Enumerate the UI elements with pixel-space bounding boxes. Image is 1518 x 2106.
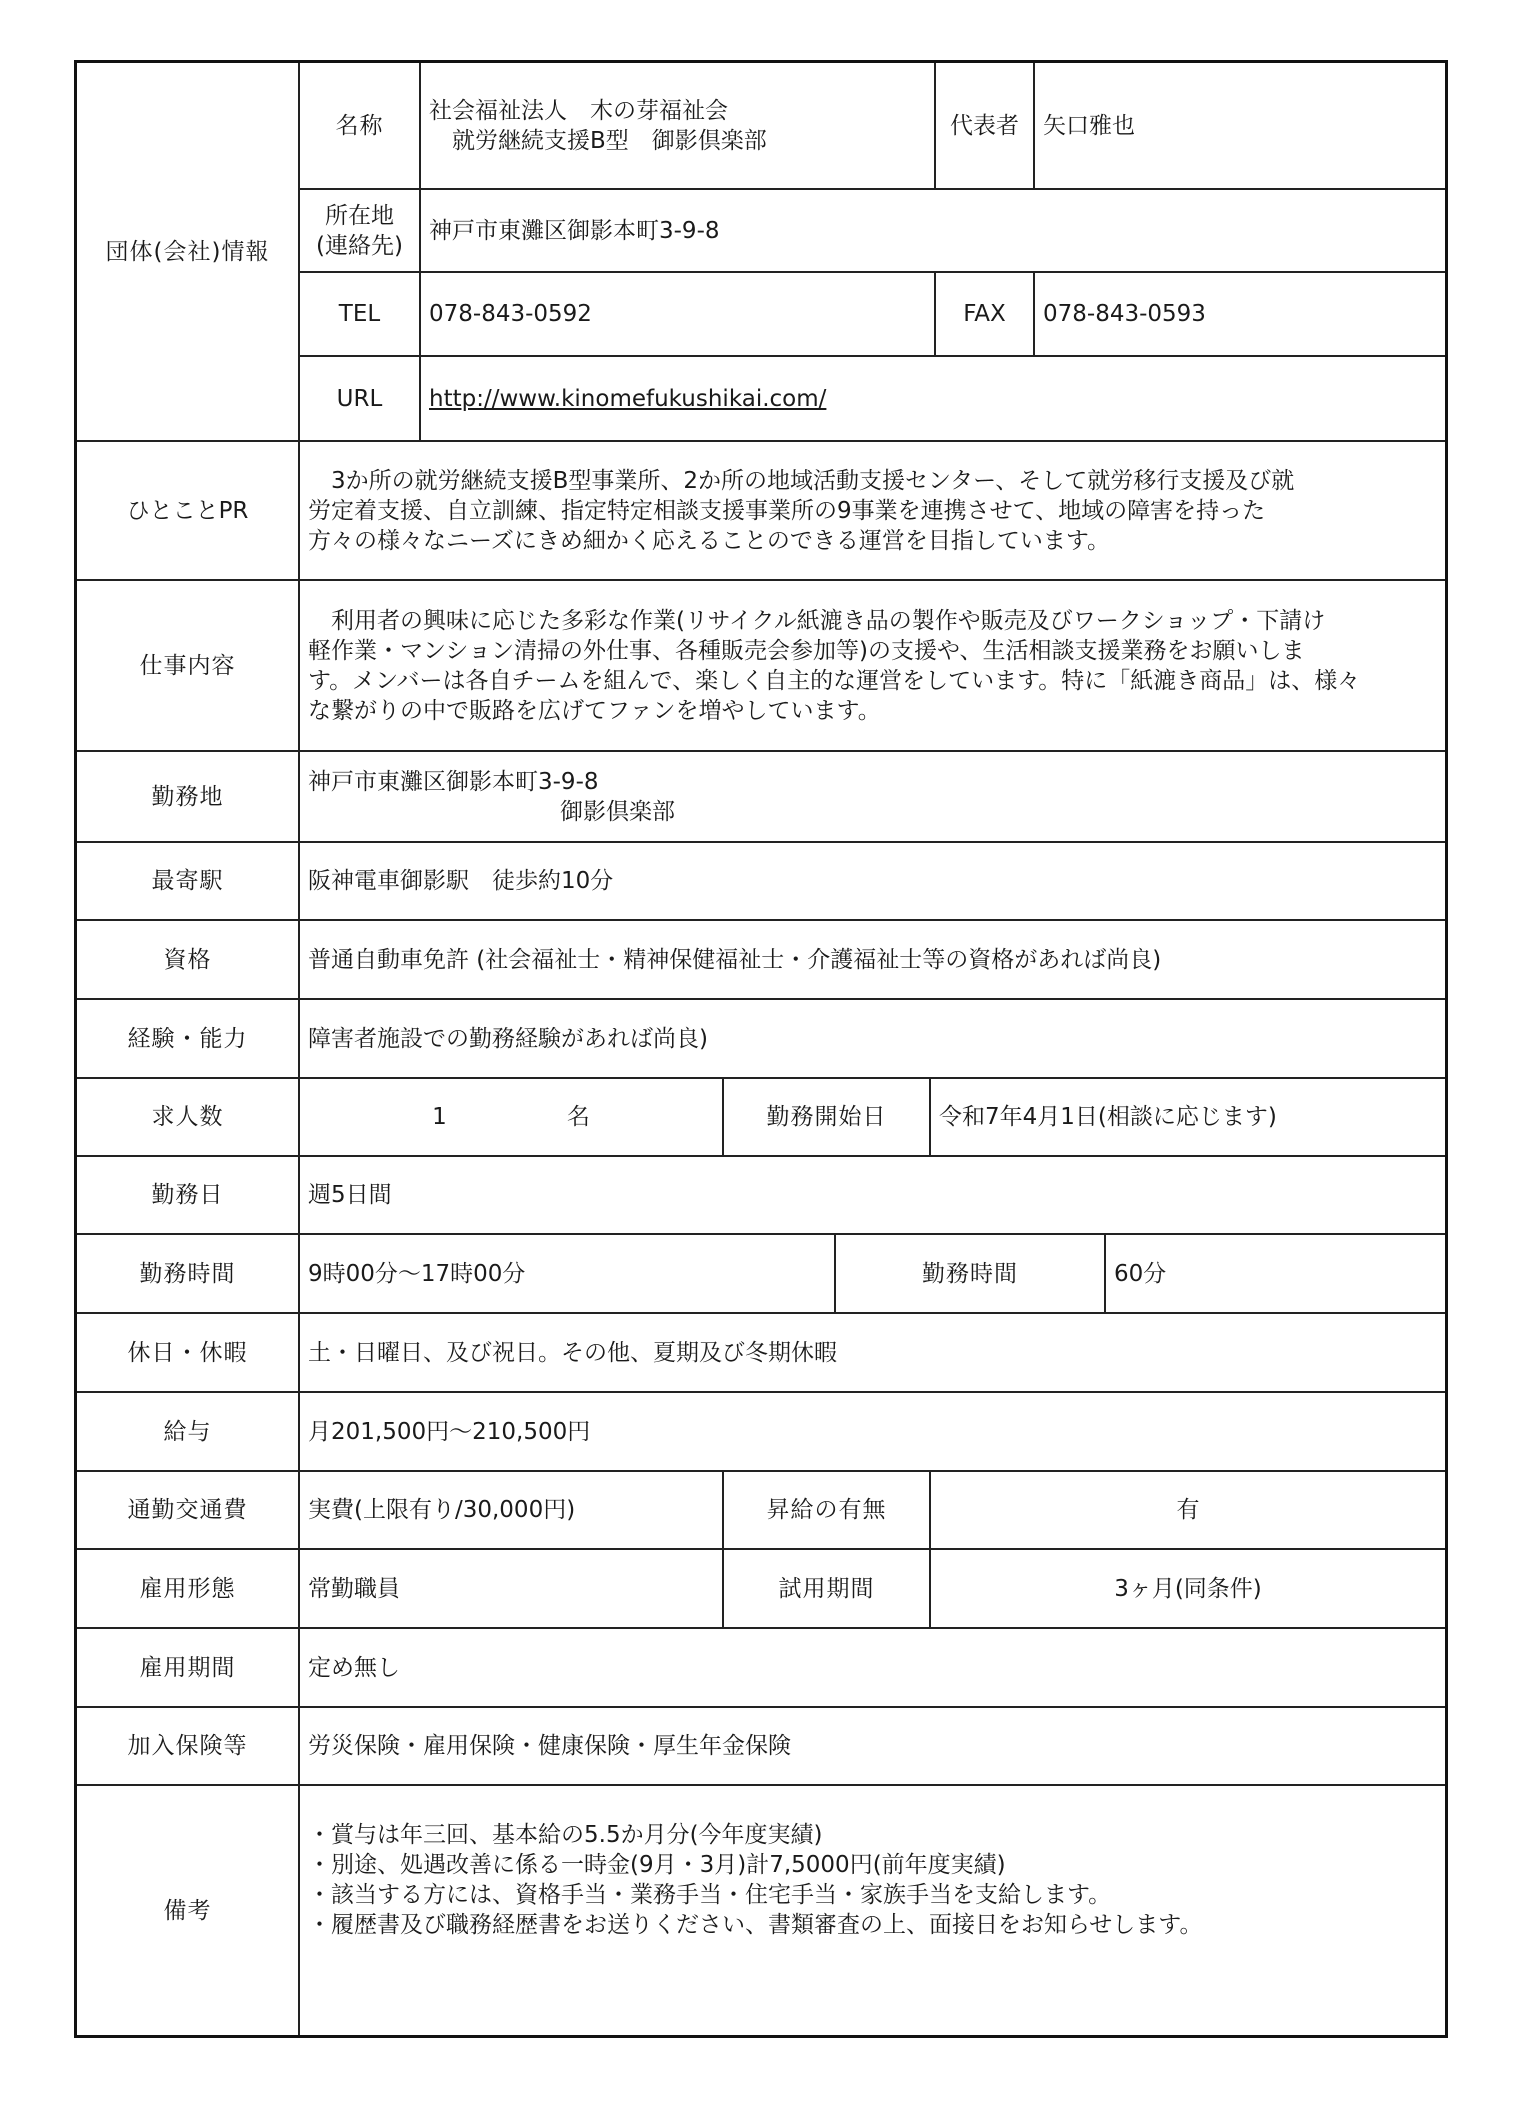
experience-label: 経験・能力 [77, 1000, 300, 1079]
hours-value: 9時00分～17時00分 [300, 1235, 836, 1314]
pr-line: 労定着支援、自立訓練、指定特定相談支援事業所の9事業を連携させて、地域の障害を持った [308, 497, 1266, 524]
raise-value: 有 [931, 1472, 1445, 1550]
station-label: 最寄駅 [77, 843, 300, 921]
pr-label: ひとことPR [77, 442, 300, 581]
fax-label: FAX [936, 273, 1035, 357]
url-link[interactable]: http://www.kinomefukushikai.com/ [429, 385, 827, 412]
job-line: な繋がりの中で販路を広げてファンを増やしています。 [308, 697, 881, 724]
qualification-label: 資格 [77, 921, 300, 1000]
holidays-label: 休日・休暇 [77, 1314, 300, 1393]
pr-text [300, 442, 1445, 581]
rep-value: 矢口雅也 [1035, 63, 1445, 190]
address-label [300, 190, 421, 273]
notes-line: ・該当する方には、資格手当・業務手当・住宅手当・家族手当を支給します。 [308, 1882, 1112, 1908]
openings-unit: 名 [566, 1104, 590, 1130]
workdays-label: 勤務日 [77, 1157, 300, 1235]
pr-line: 方々の様々なニーズにきめ細かく応えることのできる運営を目指しています。 [308, 527, 1111, 554]
fax-value: 078-843-0593 [1035, 273, 1445, 357]
period-label: 雇用期間 [77, 1629, 300, 1708]
openings-label: 求人数 [77, 1079, 300, 1157]
workdays-value: 週5日間 [300, 1157, 1445, 1235]
employment-label: 雇用形態 [77, 1550, 300, 1629]
station-value: 阪神電車御影駅 徒歩約10分 [300, 843, 1445, 921]
openings-count: 1 [432, 1104, 447, 1130]
job-line: す。メンバーは各自チームを組んで、楽しく自主的な運営をしています。特に「紙漉き商品」は、様々 [308, 667, 1361, 694]
pr-line: 3か所の就労継続支援B型事業所、2か所の地域活動支援センター、そして就労移行支援及び就 [308, 467, 1295, 494]
hours-value-2: 60分 [1106, 1235, 1445, 1314]
workplace-value [300, 752, 1445, 843]
org-name [421, 63, 936, 190]
job-label: 仕事内容 [77, 581, 300, 752]
employment-value: 常勤職員 [300, 1550, 724, 1629]
job-posting-table [74, 60, 1448, 2038]
url-value-cell [421, 357, 1445, 442]
job-line: 軽作業・マンション清掃の外仕事、各種販売会参加等)の支援や、生活相談支援業務をお願いしま [308, 637, 1305, 664]
commute-value: 実費(上限有り/30,000円) [300, 1472, 724, 1550]
notes-label: 備考 [77, 1786, 300, 2035]
insurance-value: 労災保険・雇用保険・健康保険・厚生年金保険 [300, 1708, 1445, 1786]
trial-value: 3ヶ月(同条件) [931, 1550, 1445, 1629]
qualification-value: 普通自動車免許 (社会福祉士・精神保健福祉士・介護福祉士等の資格があれば尚良) [300, 921, 1445, 1000]
workplace-line2: 御影倶楽部 [560, 798, 675, 825]
notes-line: ・履歴書及び職務経歴書をお送りください、書類審査の上、面接日をお知らせします。 [308, 1912, 1203, 1938]
openings-value [300, 1079, 724, 1157]
notes-text [300, 1786, 1445, 2035]
tel-value: 078-843-0592 [421, 273, 936, 357]
address-label-line2: (連絡先) [316, 232, 403, 259]
workplace-line1: 神戸市東灘区御影本町3-9-8 [308, 768, 599, 795]
experience-value: 障害者施設での勤務経験があれば尚良) [300, 1000, 1445, 1079]
tel-label: TEL [300, 273, 421, 357]
salary-value: 月201,500円～210,500円 [300, 1393, 1445, 1472]
job-line: 利用者の興味に応じた多彩な作業(リサイクル紙漉き品の製作や販売及びワークショップ・下請け [308, 607, 1326, 634]
holidays-value: 土・日曜日、及び祝日。その他、夏期及び冬期休暇 [300, 1314, 1445, 1393]
job-text [300, 581, 1445, 752]
org-name-line2: 就労継続支援B型 御影倶楽部 [429, 127, 767, 154]
commute-label: 通勤交通費 [77, 1472, 300, 1550]
address-value: 神戸市東灘区御影本町3-9-8 [421, 190, 1445, 273]
insurance-label: 加入保険等 [77, 1708, 300, 1786]
org-section-label: 団体(会社)情報 [77, 63, 300, 442]
hours-label-2: 勤務時間 [836, 1235, 1106, 1314]
rep-label: 代表者 [936, 63, 1035, 190]
hours-label: 勤務時間 [77, 1235, 300, 1314]
period-value: 定め無し [300, 1629, 1445, 1708]
salary-label: 給与 [77, 1393, 300, 1472]
raise-label: 昇給の有無 [724, 1472, 931, 1550]
workplace-label: 勤務地 [77, 752, 300, 843]
url-label: URL [300, 357, 421, 442]
start-value: 令和7年4月1日(相談に応じます) [931, 1079, 1445, 1157]
notes-line: ・別途、処遇改善に係る一時金(9月・3月)計7,5000円(前年度実績) [308, 1852, 1006, 1878]
address-label-line1: 所在地 [325, 202, 394, 229]
notes-line: ・賞与は年三回、基本給の5.5か月分(今年度実績) [308, 1822, 823, 1848]
name-label: 名称 [300, 63, 421, 190]
start-label: 勤務開始日 [724, 1079, 931, 1157]
org-name-line1: 社会福祉法人 木の芽福祉会 [429, 97, 728, 124]
trial-label: 試用期間 [724, 1550, 931, 1629]
